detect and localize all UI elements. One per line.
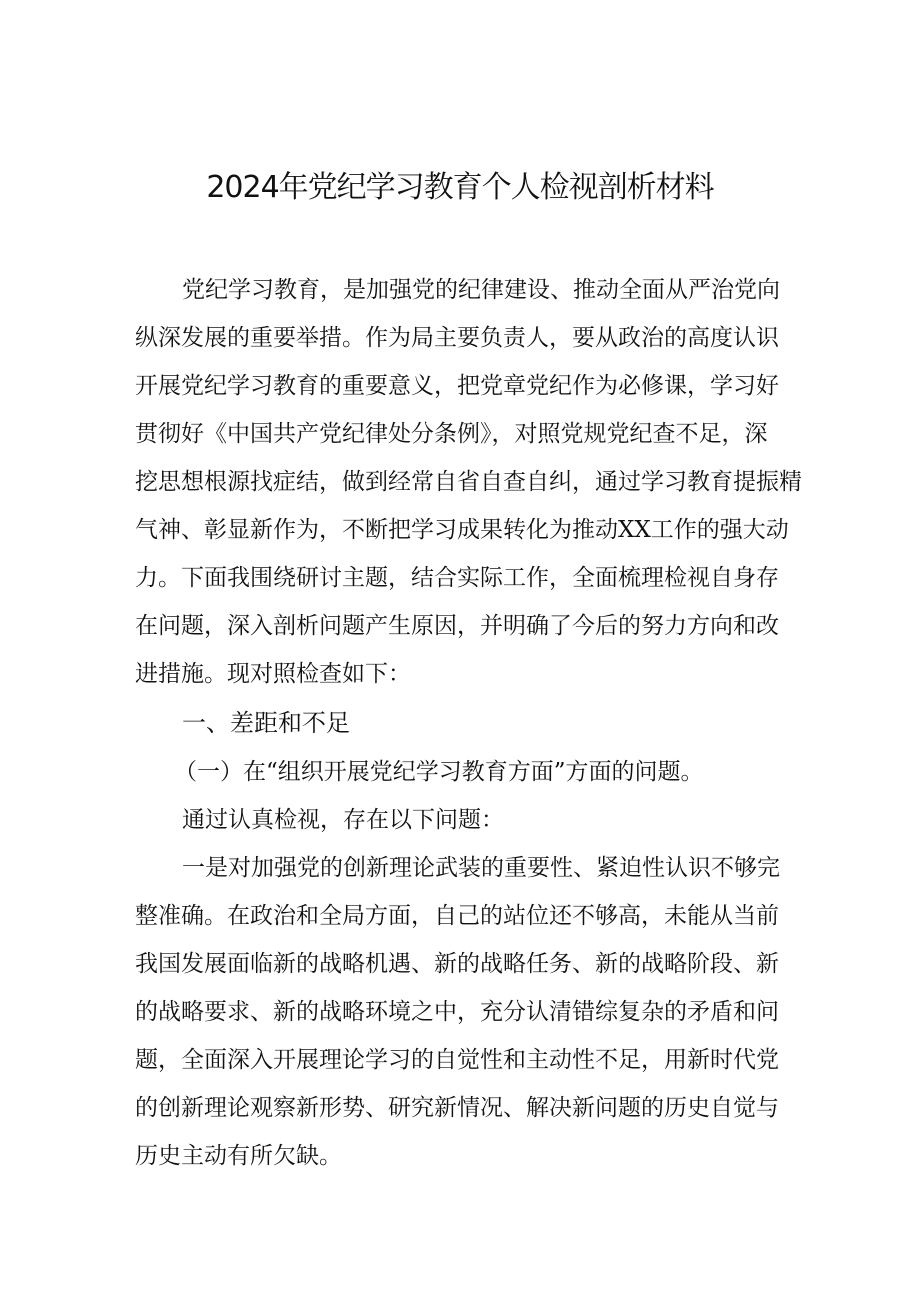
- point-one-line: 一是对加强党的创新理论武装的重要性、紧迫性认识不够完: [182, 855, 780, 881]
- intro-line: 开展党纪学习教育的重要意义，把党章党纪作为必修课，学习好: [135, 373, 779, 399]
- intro-line: 力。下面我围绕研讨主题，结合实际工作，全面梳理检视自身存: [135, 565, 779, 591]
- intro-line: 党纪学习教育，是加强党的纪律建设、推动全面从严治党向: [182, 277, 780, 303]
- point-one-line: 我国发展面临新的战略机遇、新的战略任务、新的战略阶段、新: [135, 951, 779, 977]
- point-one-line: 历史主动有所欠缺。: [135, 1143, 342, 1169]
- intro-line: 贯彻好《中国共产党纪律处分条例》，对照党规党纪查不足，深: [135, 421, 768, 447]
- intro-line: 在问题，深入剖析问题产生原因，并明确了今后的努力方向和改: [135, 613, 779, 639]
- review-line: 通过认真检视，存在以下问题：: [182, 807, 504, 833]
- intro-line: 气神、彰显新作为，不断把学习成果转化为推动XX工作的强大动: [135, 517, 789, 543]
- subsection-heading: （一）在“组织开展党纪学习教育方面”方面的问题。: [174, 759, 704, 785]
- point-one-line: 题，全面深入开展理论学习的自觉性和主动性不足，用新时代党: [135, 1047, 779, 1073]
- point-one-line: 的战略要求、新的战略环境之中，充分认清错综复杂的矛盾和问: [135, 999, 779, 1025]
- section-heading: 一、差距和不足: [182, 709, 350, 737]
- document-title: 2024年党纪学习教育个人检视剖析材料: [206, 170, 714, 205]
- point-one-line: 的创新理论观察新形势、研究新情况、解决新问题的历史自觉与: [135, 1095, 779, 1121]
- point-one-line: 整准确。在政治和全局方面，自己的站位还不够高，未能从当前: [135, 903, 779, 929]
- intro-line: 挖思想根源找症结，做到经常自省自查自纠，通过学习教育提振精: [135, 469, 802, 495]
- intro-line: 纵深发展的重要举措。作为局主要负责人，要从政治的高度认识: [135, 325, 779, 351]
- intro-line: 进措施。现对照检查如下：: [135, 661, 411, 687]
